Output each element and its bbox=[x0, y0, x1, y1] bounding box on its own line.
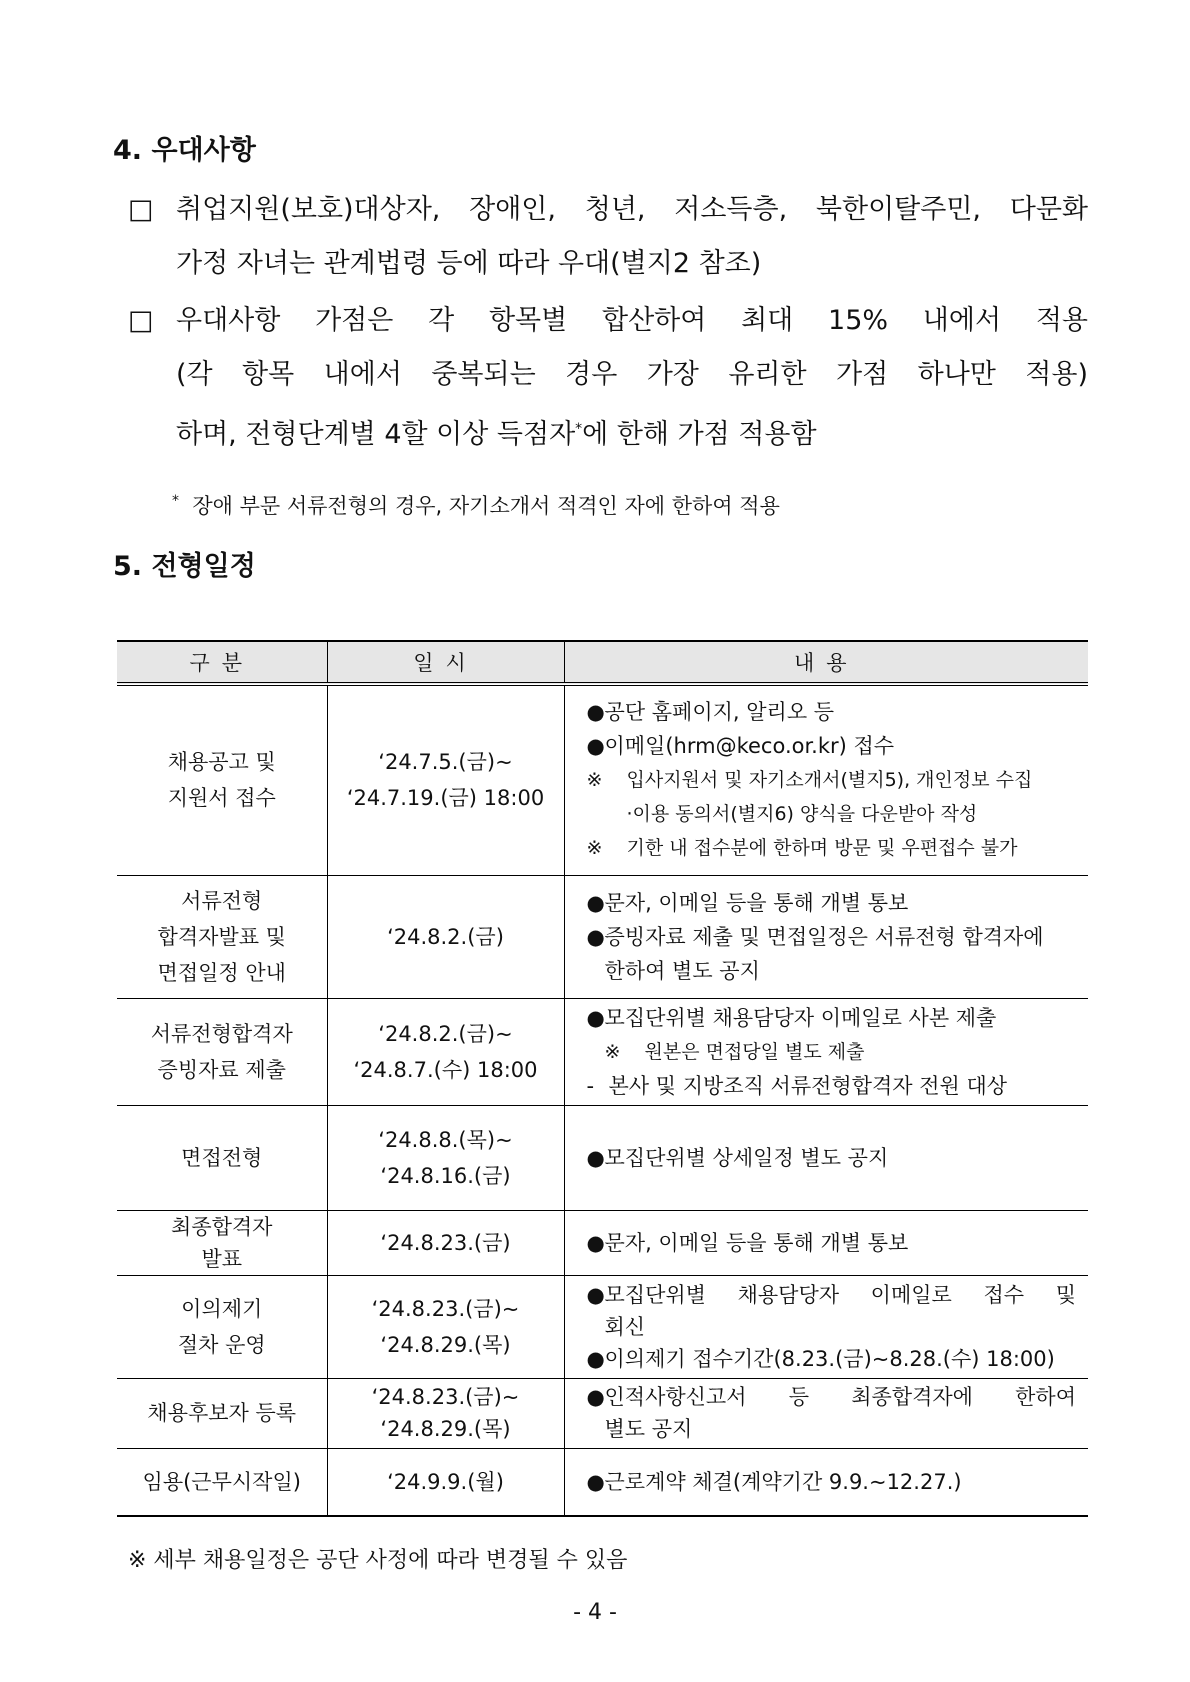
bullet-item: ● 이의제기 접수기간(8.23.(금)∼8.28.(수) 18:00) bbox=[587, 1343, 1077, 1375]
table-row bbox=[117, 998, 1088, 1105]
dash-item: - 본사 및 지방조직 서류전형합격자 전원 대상 bbox=[587, 1069, 1077, 1103]
dash-icon: - bbox=[586, 1073, 595, 1098]
bullet-icon: ● bbox=[586, 890, 605, 915]
para2-line1: 우대사항 가점은 각 항목별 합산하여 최대 15% 내에서 적용 bbox=[176, 305, 1088, 336]
reference-mark-icon: ※ bbox=[586, 769, 603, 792]
asterisk-mark: * bbox=[575, 421, 583, 437]
bullet-item: ● 이메일(hrm@keco.or.kr) 접수 bbox=[587, 729, 1077, 763]
reference-mark-icon: ※ bbox=[604, 1040, 621, 1063]
table-row bbox=[117, 1275, 1088, 1378]
table-row bbox=[117, 1210, 1088, 1275]
bullet-icon: ● bbox=[586, 700, 605, 725]
header-content: 내용 bbox=[564, 641, 1088, 684]
table-row bbox=[117, 684, 1088, 875]
content-cell bbox=[564, 1448, 1088, 1516]
bullet-icon: ● bbox=[586, 1282, 605, 1307]
bullet-item: ● 공단 홈페이지, 알리오 등 bbox=[587, 695, 1077, 729]
date-cell: ‘24.8.23.(금)∼ ‘24.8.29.(목) bbox=[327, 1378, 564, 1448]
bullet-item-continued: 별도 공지 bbox=[604, 1417, 693, 1441]
category-cell: 채용공고 및 지원서 접수 bbox=[117, 684, 327, 875]
note-item-continued: ·이용 동의서(별지6) 양식을 다운받아 작성 bbox=[626, 803, 978, 826]
bullet-item: ● 증빙자료 제출 및 면접일정은 서류전형 합격자에 bbox=[587, 920, 1077, 954]
header-category: 구분 bbox=[117, 641, 327, 684]
table-row bbox=[117, 1448, 1088, 1516]
bullet-item: ● 모집단위별 채용담당자 이메일로 사본 제출 bbox=[587, 1001, 1077, 1035]
bullet-item-continued: 회신 bbox=[604, 1314, 646, 1339]
content-cell bbox=[564, 1210, 1088, 1275]
para2-line3: 하며, 전형단계별 4할 이상 득점자*에 한해 가점 적용함 bbox=[176, 419, 817, 450]
date-cell: ‘24.8.2.(금)∼ ‘24.8.7.(수) 18:00 bbox=[327, 998, 564, 1105]
para1-line1: 취업지원(보호)대상자, 장애인, 청년, 저소득층, 북한이탈주민, 다문화 bbox=[176, 194, 1088, 225]
category-cell: 서류전형합격자 증빙자료 제출 bbox=[117, 998, 327, 1105]
note-item: ※ 기한 내 접수분에 한하며 방문 및 우편접수 불가 bbox=[587, 831, 1077, 865]
date-cell: ‘24.8.23.(금)∼ ‘24.8.29.(목) bbox=[327, 1275, 564, 1378]
note-item: ※ 원본은 면접당일 별도 제출 bbox=[587, 1035, 1077, 1069]
category-cell: 임용(근무시작일) bbox=[117, 1448, 327, 1516]
section-5-title: 5. 전형일정 bbox=[113, 551, 256, 582]
content-cell bbox=[564, 1275, 1088, 1378]
header-date: 일시 bbox=[327, 641, 564, 684]
date-cell: ‘24.8.2.(금) bbox=[327, 875, 564, 998]
content-cell bbox=[564, 998, 1088, 1105]
bullet-item: ● 근로계약 체결(계약기간 9.9.∼12.27.) bbox=[587, 1465, 1077, 1499]
category-cell: 채용후보자 등록 bbox=[117, 1378, 327, 1448]
preference-paragraph-2 bbox=[128, 294, 1088, 456]
content-cell bbox=[564, 684, 1088, 875]
date-cell: ‘24.8.23.(금) bbox=[327, 1210, 564, 1275]
category-cell: 최종합격자 발표 bbox=[117, 1210, 327, 1275]
para2-line2: (각 항목 내에서 중복되는 경우 가장 유리한 가점 하나만 적용) bbox=[176, 359, 1088, 390]
category-cell: 서류전형 합격자발표 및 면접일정 안내 bbox=[117, 875, 327, 998]
bullet-item-continued: 한하여 별도 공지 bbox=[604, 958, 760, 983]
preference-paragraph-1 bbox=[128, 183, 1088, 291]
page-number: - 4 - bbox=[573, 1600, 617, 1625]
reference-mark-icon: ※ bbox=[586, 837, 603, 860]
para1-line2: 가정 자녀는 관계법령 등에 따라 우대(별지2 참조) bbox=[176, 248, 762, 279]
table-row bbox=[117, 1105, 1088, 1210]
bullet-item: ● 모집단위별 채용담당자 이메일로 접수 및 bbox=[587, 1279, 1077, 1311]
table-row bbox=[117, 1378, 1088, 1448]
schedule-footnote: ※ 세부 채용일정은 공단 사정에 따라 변경될 수 있음 bbox=[128, 1548, 628, 1573]
section-4-title: 4. 우대사항 bbox=[113, 135, 256, 166]
note-asterisk: * bbox=[172, 493, 179, 509]
category-cell: 면접전형 bbox=[117, 1105, 327, 1210]
bullet-icon: ● bbox=[586, 1005, 605, 1030]
bullet-item: ● 문자, 이메일 등을 통해 개별 통보 bbox=[587, 1226, 1077, 1260]
checkbox-square-icon: □ bbox=[128, 194, 154, 225]
schedule-header-row bbox=[117, 641, 1088, 684]
bullet-icon: ● bbox=[586, 1469, 605, 1494]
content-cell bbox=[564, 875, 1088, 998]
bullet-icon: ● bbox=[586, 1145, 605, 1170]
date-cell: ‘24.7.5.(금)∼ ‘24.7.19.(금) 18:00 bbox=[327, 684, 564, 875]
content-cell bbox=[564, 1378, 1088, 1448]
bullet-icon: ● bbox=[586, 1230, 605, 1255]
bullet-icon: ● bbox=[586, 924, 605, 949]
bullet-icon: ● bbox=[586, 734, 605, 759]
disability-note: * 장애 부문 서류전형의 경우, 자기소개서 적격인 자에 한하여 적용 bbox=[172, 493, 780, 518]
note-item: ※ 입사지원서 및 자기소개서(별지5), 개인정보 수집 bbox=[587, 763, 1077, 797]
bullet-icon: ● bbox=[586, 1346, 605, 1371]
date-cell: ‘24.9.9.(월) bbox=[327, 1448, 564, 1516]
date-cell: ‘24.8.8.(목)∼ ‘24.8.16.(금) bbox=[327, 1105, 564, 1210]
checkbox-square-icon: □ bbox=[128, 305, 154, 336]
bullet-icon: ● bbox=[586, 1385, 605, 1409]
bullet-item: ● 문자, 이메일 등을 통해 개별 통보 bbox=[587, 886, 1077, 920]
bullet-item: ● 모집단위별 상세일정 별도 공지 bbox=[587, 1141, 1077, 1175]
category-cell: 이의제기 절차 운영 bbox=[117, 1275, 327, 1378]
schedule-table bbox=[117, 640, 1088, 1517]
bullet-item: ● 인적사항신고서 등 최종합격자에 한하여 bbox=[587, 1381, 1077, 1413]
content-cell bbox=[564, 1105, 1088, 1210]
table-row bbox=[117, 875, 1088, 998]
